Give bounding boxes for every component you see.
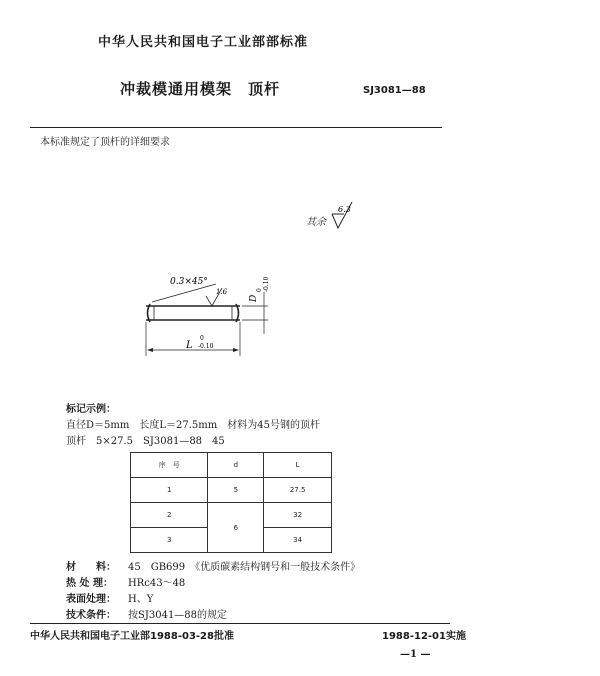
- marking-line-2: 顶杆 5×27.5 SJ3081—88 45: [66, 436, 225, 447]
- cell-no: 2: [131, 503, 208, 528]
- cell-d: 5: [208, 478, 264, 503]
- cell-d-merged: 6: [208, 503, 264, 553]
- effective-date: 1988-12-01实施: [382, 631, 466, 642]
- approval-text: 中华人民共和国电子工业部1988-03-28批准: [30, 631, 234, 642]
- cell-no: 1: [131, 478, 208, 503]
- heat-treatment-label: 热 处 理：: [66, 578, 113, 589]
- dimension-table: [130, 452, 332, 553]
- material-label: 材 料：: [66, 562, 116, 573]
- chamfer-label: 0.3×45°: [170, 277, 208, 287]
- table-row: [131, 503, 332, 528]
- surface-treatment-value: H、Y: [128, 594, 154, 605]
- length-label: L: [186, 340, 193, 351]
- roughness-general-label: 其余: [306, 217, 326, 228]
- table-row: [131, 478, 332, 503]
- cell-l: 32: [264, 503, 332, 528]
- ministry-header: 中华人民共和国电子工业部部标准: [98, 35, 309, 50]
- marking-heading: 标记示例：: [66, 404, 116, 415]
- footer-divider: [30, 623, 450, 624]
- header-l: L: [264, 453, 332, 478]
- material-value: 45 GB699 《优质碳素结构钢号和一般技术条件》: [128, 562, 361, 573]
- table-header-row: [131, 453, 332, 478]
- diameter-label: D: [249, 294, 259, 302]
- ejector-pin-drawing: [130, 262, 280, 362]
- standard-code: SJ3081—88: [363, 85, 426, 96]
- heat-treatment-value: HRc43～48: [128, 578, 186, 589]
- roughness-general-symbol: [330, 200, 360, 234]
- cell-l: 34: [264, 528, 332, 553]
- length-tol-lower: -0.10: [198, 343, 214, 350]
- roughness-general-value: 6.3: [338, 205, 351, 214]
- page-number: —1 —: [400, 649, 431, 660]
- tech-conditions-label: 技术条件：: [66, 610, 116, 621]
- surface-treatment-label: 表面处理：: [66, 594, 116, 605]
- intro-text: 本标准规定了顶杆的详细要求: [40, 137, 170, 148]
- header-no: 序 号: [131, 453, 208, 478]
- diameter-tol-lower: -0.10: [263, 276, 270, 292]
- tech-conditions-value: 按SJ3041—88的规定: [128, 610, 228, 621]
- standard-title: 冲裁模通用模架 顶杆: [120, 80, 281, 98]
- header-d: d: [208, 453, 264, 478]
- length-tol-upper: 0: [200, 335, 204, 342]
- diameter-tol-upper: 0: [256, 288, 263, 292]
- cell-l: 27.5: [264, 478, 332, 503]
- header-divider: [30, 127, 442, 128]
- cell-no: 3: [131, 528, 208, 553]
- roughness-local-label: 1.6: [216, 288, 228, 296]
- marking-line-1: 直径D＝5mm 长度L＝27.5mm 材料为45号钢的顶杆: [66, 420, 320, 431]
